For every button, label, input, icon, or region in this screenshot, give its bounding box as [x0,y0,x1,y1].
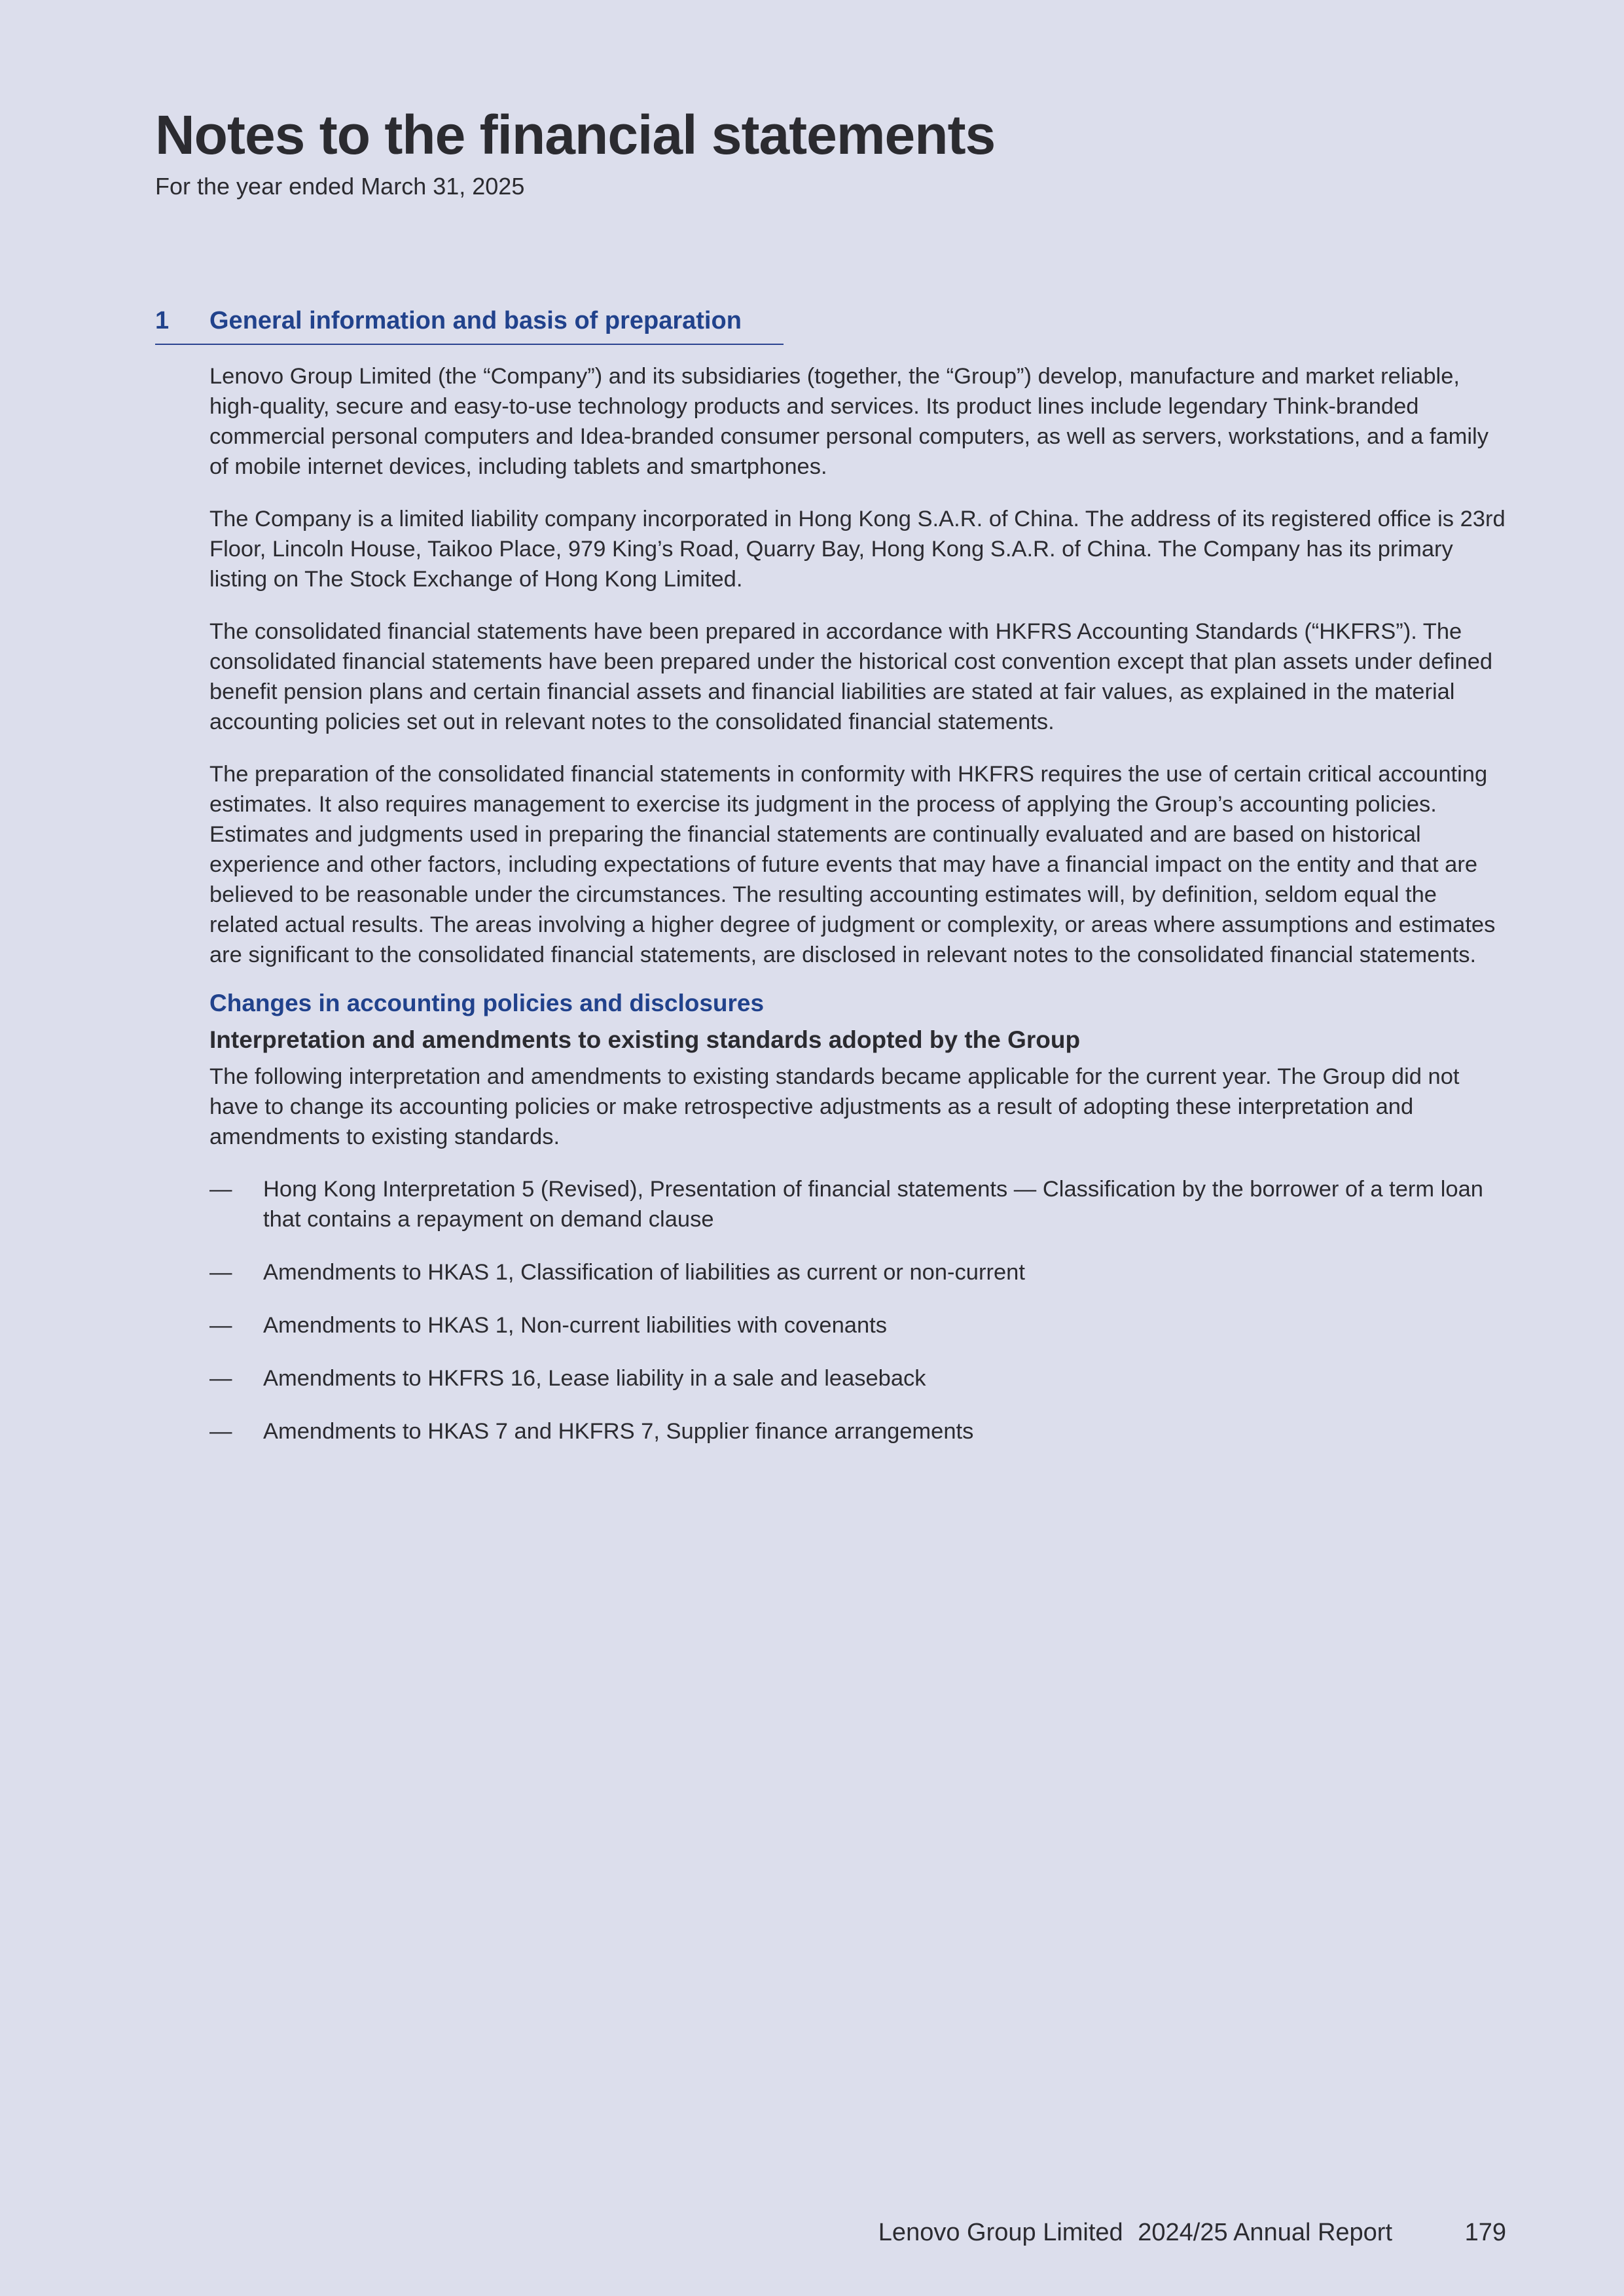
bullet-dash: — [209,1260,232,1285]
paragraph: The preparation of the consolidated financial statements in conformity with HKFRS requires the use of certain critical accounting estimates. It also requires management to exercise its judgment in the process of applying the Group’s accounting policies. Estimates and judgments used in preparing the financial statements are continually evaluated and are based on historical experience and other factors, including expectations of future events that may have a financial impact on the entity and that are believed to be reasonable under the circumstances. The resulting accounting estimates will, by definition, seldom equal the related actual results. The areas involving a higher degree of judgment or complexity, or areas where assumptions and estimates are significant to the consolidated financial statements, are disclosed in relevant notes to the consolidated financial statements. [209,762,1496,967]
footer-company: Lenovo Group Limited [878,2219,1123,2246]
paragraph: The consolidated financial statements have been prepared in accordance with HKFRS Accounting Standards (“HKFRS”). The consolidated financial statements have been prepared under the historical cost convention except that plan assets under defined benefit pension plans and certain financial assets and financial liabilities are stated at fair values, as explained in the material accounting policies set out in relevant notes to the consolidated financial statements. [209,619,1493,734]
changes-heading: Changes in accounting policies and disclosures [209,990,765,1016]
list-item-text: Amendments to HKAS 1, Non-current liabilities with covenants [263,1313,888,1338]
section-body [209,361,1512,1469]
bullet-dash: — [209,1366,232,1391]
page-title: Notes to the financial statements [155,104,996,166]
standards-list [209,1174,1512,1446]
page-subtitle: For the year ended March 31, 2025 [155,173,525,200]
list-item-text: Amendments to HKAS 1, Classification of liabilities as current or non-current [263,1260,1025,1285]
list-item [209,1174,1512,1234]
section-heading [155,304,784,345]
footer-report: 2024/25 Annual Report [1138,2219,1393,2246]
changes-subheading: Interpretation and amendments to existing standards adopted by the Group [209,1026,1081,1053]
bullet-dash: — [209,1419,232,1444]
changes-intro: The following interpretation and amendments to existing standards became applicable for the current year. The Group did not have to change its accounting policies or make retrospective adjustments as a result of adopting these interpretation and amendments to existing standards. [209,1064,1460,1149]
page-number: 179 [1464,2219,1506,2246]
list-item-text: Amendments to HKFRS 16, Lease liability in a sale and leaseback [263,1366,926,1391]
paragraph: The Company is a limited liability company incorporated in Hong Kong S.A.R. of China. The address of its registered office is 23rd Floor, Lincoln House, Taikoo Place, 979 King’s Road, Quarry Bay, Hong Kong S.A.R. of China. The Company has its primary listing on The Stock Exchange of Hong Kong Limited. [209,507,1506,592]
list-item [209,1363,1512,1393]
list-item [209,1257,1512,1287]
bullet-dash: — [209,1313,232,1338]
section-number: 1 [155,307,170,334]
section-title: General information and basis of preparation [209,307,742,334]
list-item-text: Amendments to HKAS 7 and HKFRS 7, Supplier finance arrangements [263,1419,974,1444]
list-item [209,1416,1512,1446]
bullet-dash: — [209,1177,232,1202]
list-item [209,1310,1512,1340]
list-item-text: Hong Kong Interpretation 5 (Revised), Presentation of financial statements — Classification by the borrower of a term loan that contains a repayment on demand clause [263,1177,1483,1232]
paragraph: Lenovo Group Limited (the “Company”) and its subsidiaries (together, the “Group”) develop, manufacture and market reliable, high-quality, secure and easy-to-use technology products and services. Its product lines include legendary Think-branded commercial personal computers and Idea-branded consumer personal computers, as well as servers, workstations, and a family of mobile internet devices, including tablets and smartphones. [209,364,1489,479]
page-footer [878,2219,1506,2247]
